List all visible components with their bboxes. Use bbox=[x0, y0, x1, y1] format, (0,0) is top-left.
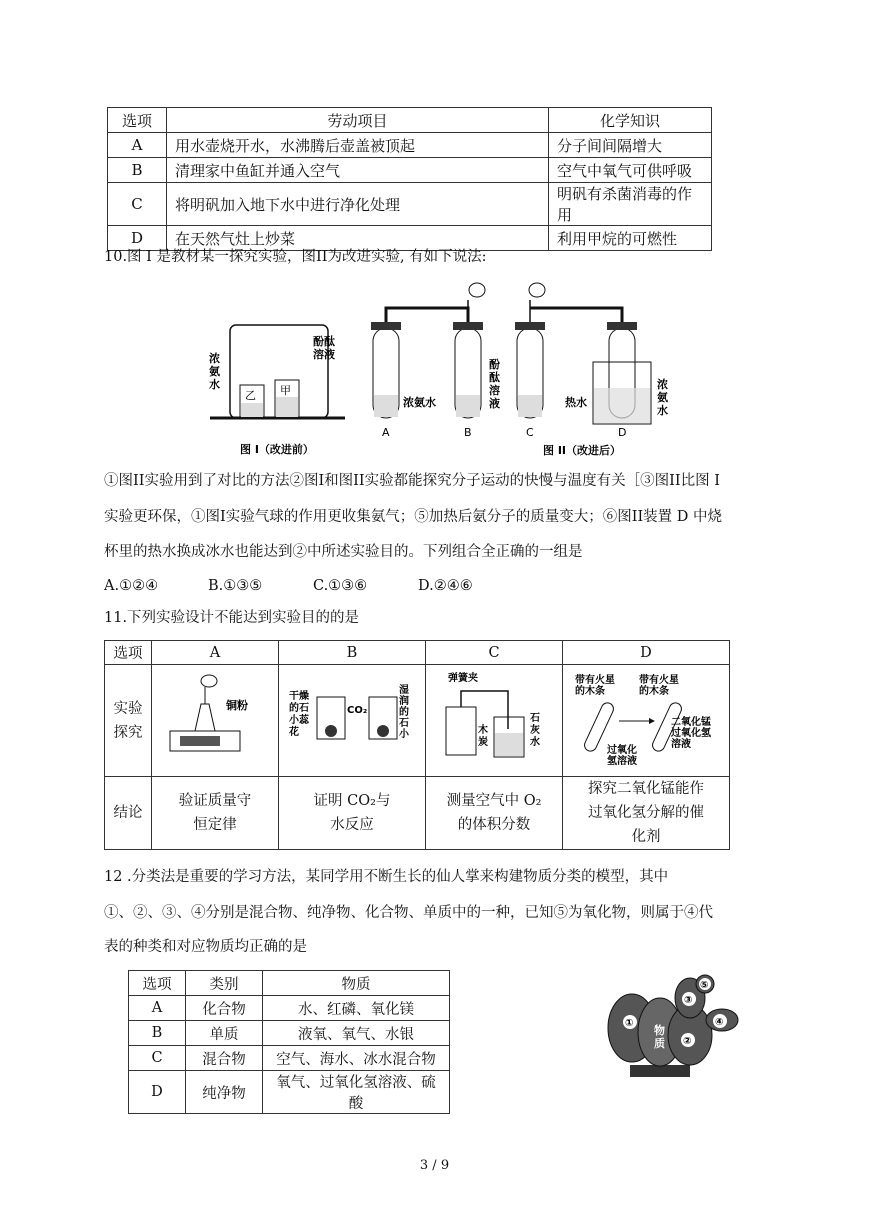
question-10-line-3: 杯里的热水换成冰水也能达到②中所述实验目的。下列组合全正确的一组是 bbox=[104, 544, 583, 560]
table-header-cell: 化学知识 bbox=[549, 108, 712, 133]
table-cell: 利用甲烷的可燃性 bbox=[549, 226, 712, 251]
question-10-stem: 10.图 I 是教材某一探究实验，图II为改进实验, 有如下说法: bbox=[104, 249, 487, 265]
label-h2o2: 过氧化氢溶液 bbox=[607, 744, 637, 767]
table-cell: A bbox=[129, 996, 186, 1021]
cactus-model-diagram bbox=[600, 960, 760, 1085]
table-cell: C bbox=[108, 183, 167, 226]
table-header-cell: D bbox=[563, 641, 730, 665]
table-cell: 将明矾加入地下水中进行净化处理 bbox=[167, 183, 549, 226]
label-limewater: 石灰水 bbox=[530, 712, 540, 748]
question-10-option-c: C.①③⑥ bbox=[313, 578, 368, 594]
table-header-cell: 选项 bbox=[108, 108, 167, 133]
exp-c-figure bbox=[434, 669, 554, 769]
beaker-jia-label: 甲 bbox=[280, 384, 291, 397]
cactus-label-3: ③ bbox=[684, 995, 693, 1006]
table-cell: 混合物 bbox=[186, 1046, 263, 1071]
balloon-icon bbox=[469, 283, 485, 297]
cactus-label-4: ④ bbox=[715, 1017, 724, 1028]
cactus-label-1: ① bbox=[625, 1018, 634, 1029]
table-header-row bbox=[105, 641, 730, 665]
table-cell: 空气中氧气可供呼吸 bbox=[549, 158, 712, 183]
question-10-option-d: D.②④⑥ bbox=[418, 578, 473, 594]
table-header-cell: 物质 bbox=[263, 971, 450, 996]
table-cell: 明矾有杀菌消毒的作用 bbox=[549, 183, 712, 226]
tube-label-c: C bbox=[526, 426, 534, 439]
row-label-text: 实验探究 bbox=[113, 700, 143, 741]
labor-chemistry-table bbox=[107, 107, 712, 251]
label-dry-flower: 干燥的石小蕊花 bbox=[289, 690, 309, 738]
conclusion-text: 探究二氧化锰能作过氧化氢分解的催化剂 bbox=[588, 781, 704, 845]
conclusion-text: 验证质量守恒定律 bbox=[178, 793, 252, 833]
classification-table bbox=[128, 970, 450, 1114]
figure-2-caption: 图 II（改进后） bbox=[543, 444, 622, 457]
cactus-label-substance: 物质 bbox=[654, 1024, 665, 1050]
exp-a-cell bbox=[152, 665, 279, 777]
conclusion-text: 测量空气中 O₂的体积分数 bbox=[446, 793, 542, 833]
cactus-label-2: ② bbox=[683, 1036, 692, 1047]
beaker-yi-label: 乙 bbox=[245, 389, 256, 402]
balloon-icon bbox=[529, 283, 545, 297]
exp-c-cell bbox=[426, 665, 563, 777]
label-co2: CO₂ bbox=[347, 704, 368, 716]
table-row bbox=[129, 1071, 450, 1114]
table-cell: D bbox=[108, 226, 167, 251]
bottle-icon bbox=[446, 707, 476, 755]
table-cell: 氧气、过氧化氢溶液、硫酸 bbox=[263, 1071, 450, 1114]
cactus-label-5: ⑤ bbox=[700, 980, 709, 991]
table-row bbox=[108, 158, 712, 183]
label-hot-water: 热水 bbox=[565, 396, 587, 409]
table-cell: 空气、海水、冰水混合物 bbox=[263, 1046, 450, 1071]
question-10-option-a: A.①②④ bbox=[104, 578, 159, 594]
table-cell: 化合物 bbox=[186, 996, 263, 1021]
table-cell: 水、红磷、氧化镁 bbox=[263, 996, 450, 1021]
exp-a-figure bbox=[160, 669, 270, 769]
table-cell: D bbox=[129, 1071, 186, 1114]
question-12-line-1: 12 .分类法是重要的学习方法，某同学用不断生长的仙人掌来构建物质分类的模型，其中 bbox=[104, 869, 669, 885]
label-spark-1: 带有火星的木条 bbox=[575, 674, 615, 697]
question-10-option-b: B.①③⑤ bbox=[208, 578, 263, 594]
question-10-line-1: ①图II实验用到了对比的方法②图I和图II实验都能探究分子运动的快慢与温度有关［③图II比图 I bbox=[104, 473, 720, 489]
label-spring-clip: 弹簧夹 bbox=[448, 672, 478, 684]
figure-2-diagram bbox=[365, 280, 685, 460]
table-row bbox=[129, 1046, 450, 1071]
table-header-cell: C bbox=[426, 641, 563, 665]
exp-b-figure bbox=[287, 669, 417, 769]
table-header-row bbox=[108, 108, 712, 133]
question-11-stem: 11.下列实验设计不能达到实验目的的是 bbox=[104, 610, 360, 626]
conclusion-d bbox=[563, 777, 730, 850]
tube-label-d: D bbox=[618, 426, 627, 439]
conclusion-b bbox=[279, 777, 426, 850]
table-row bbox=[105, 665, 730, 777]
label-spark-2: 带有火星的木条 bbox=[639, 674, 679, 697]
row-label-conclusion: 结论 bbox=[105, 777, 152, 850]
conclusion-c bbox=[426, 777, 563, 850]
cactus-pot bbox=[630, 1065, 690, 1077]
table-row bbox=[129, 996, 450, 1021]
label-mno2-h2o2: 二氧化锰过氧化氢溶液 bbox=[671, 716, 711, 750]
table-cell: B bbox=[108, 158, 167, 183]
table-cell: A bbox=[108, 133, 167, 158]
conclusion-a bbox=[152, 777, 279, 850]
label-charcoal: 木炭 bbox=[478, 724, 488, 748]
question-12-line-3: 表的种类和对应物质均正确的是 bbox=[104, 939, 307, 955]
label-ammonia: 浓氨水 bbox=[209, 352, 220, 391]
table-row bbox=[129, 1021, 450, 1046]
figure-1-caption: 图 I（改进前） bbox=[240, 443, 314, 456]
table-cell: 在天然气灶上炒菜 bbox=[167, 226, 549, 251]
table-header-cell: 类别 bbox=[186, 971, 263, 996]
table-row bbox=[108, 183, 712, 226]
label-copper-powder: 铜粉 bbox=[226, 698, 248, 712]
label-phenolphthalein-b: 酚酞溶液 bbox=[489, 358, 500, 410]
table-header-cell: A bbox=[152, 641, 279, 665]
tube-label-b: B bbox=[464, 426, 472, 439]
table-cell: C bbox=[129, 1046, 186, 1071]
label-phenolphthalein: 酚酞溶液 bbox=[313, 335, 335, 361]
table-header-cell: 选项 bbox=[105, 641, 152, 665]
question-12-line-2: ①、②、③、④分别是混合物、纯净物、化合物、单质中的一种，已知⑤为氧化物，则属于④代 bbox=[104, 905, 713, 921]
experiment-table bbox=[104, 640, 730, 850]
table-cell: 清理家中鱼缸并通入空气 bbox=[167, 158, 549, 183]
table-cell: 用水壶烧开水，水沸腾后壶盖被顶起 bbox=[167, 133, 549, 158]
label-ammonia-a: 浓氨水 bbox=[403, 396, 436, 409]
table-header-cell: 选项 bbox=[129, 971, 186, 996]
exp-d-figure bbox=[571, 669, 721, 769]
question-10-line-2: 实验更环保，①图I实验气球的作用更收集氨气；⑤加热后氨分子的质量变大；⑥图II装置 D 中烧 bbox=[104, 509, 723, 525]
table-header-cell: B bbox=[279, 641, 426, 665]
flask-icon bbox=[195, 704, 215, 731]
balloon-icon bbox=[201, 675, 217, 687]
exp-d-cell bbox=[563, 665, 730, 777]
tube-label-a: A bbox=[382, 426, 390, 439]
label-ammonia-d: 浓氨水 bbox=[657, 378, 668, 417]
conclusion-text: 证明 CO₂与水反应 bbox=[313, 793, 391, 833]
table-cell: 液氧、氧气、水银 bbox=[263, 1021, 450, 1046]
table-cell: B bbox=[129, 1021, 186, 1046]
table-header-row bbox=[129, 971, 450, 996]
table-cell: 单质 bbox=[186, 1021, 263, 1046]
table-row bbox=[108, 133, 712, 158]
table-cell: 分子间间隔增大 bbox=[549, 133, 712, 158]
label-ammonia-line: 浓 bbox=[209, 352, 220, 365]
table-cell: 纯净物 bbox=[186, 1071, 263, 1114]
exp-b-cell bbox=[279, 665, 426, 777]
row-label-experiment bbox=[105, 665, 152, 777]
label-wet-flower: 湿润的石小 bbox=[399, 684, 409, 740]
figure-1-diagram bbox=[205, 315, 355, 460]
table-header-cell: 劳动项目 bbox=[167, 108, 549, 133]
page-number: 3 / 9 bbox=[419, 1158, 450, 1173]
table-row bbox=[105, 777, 730, 850]
